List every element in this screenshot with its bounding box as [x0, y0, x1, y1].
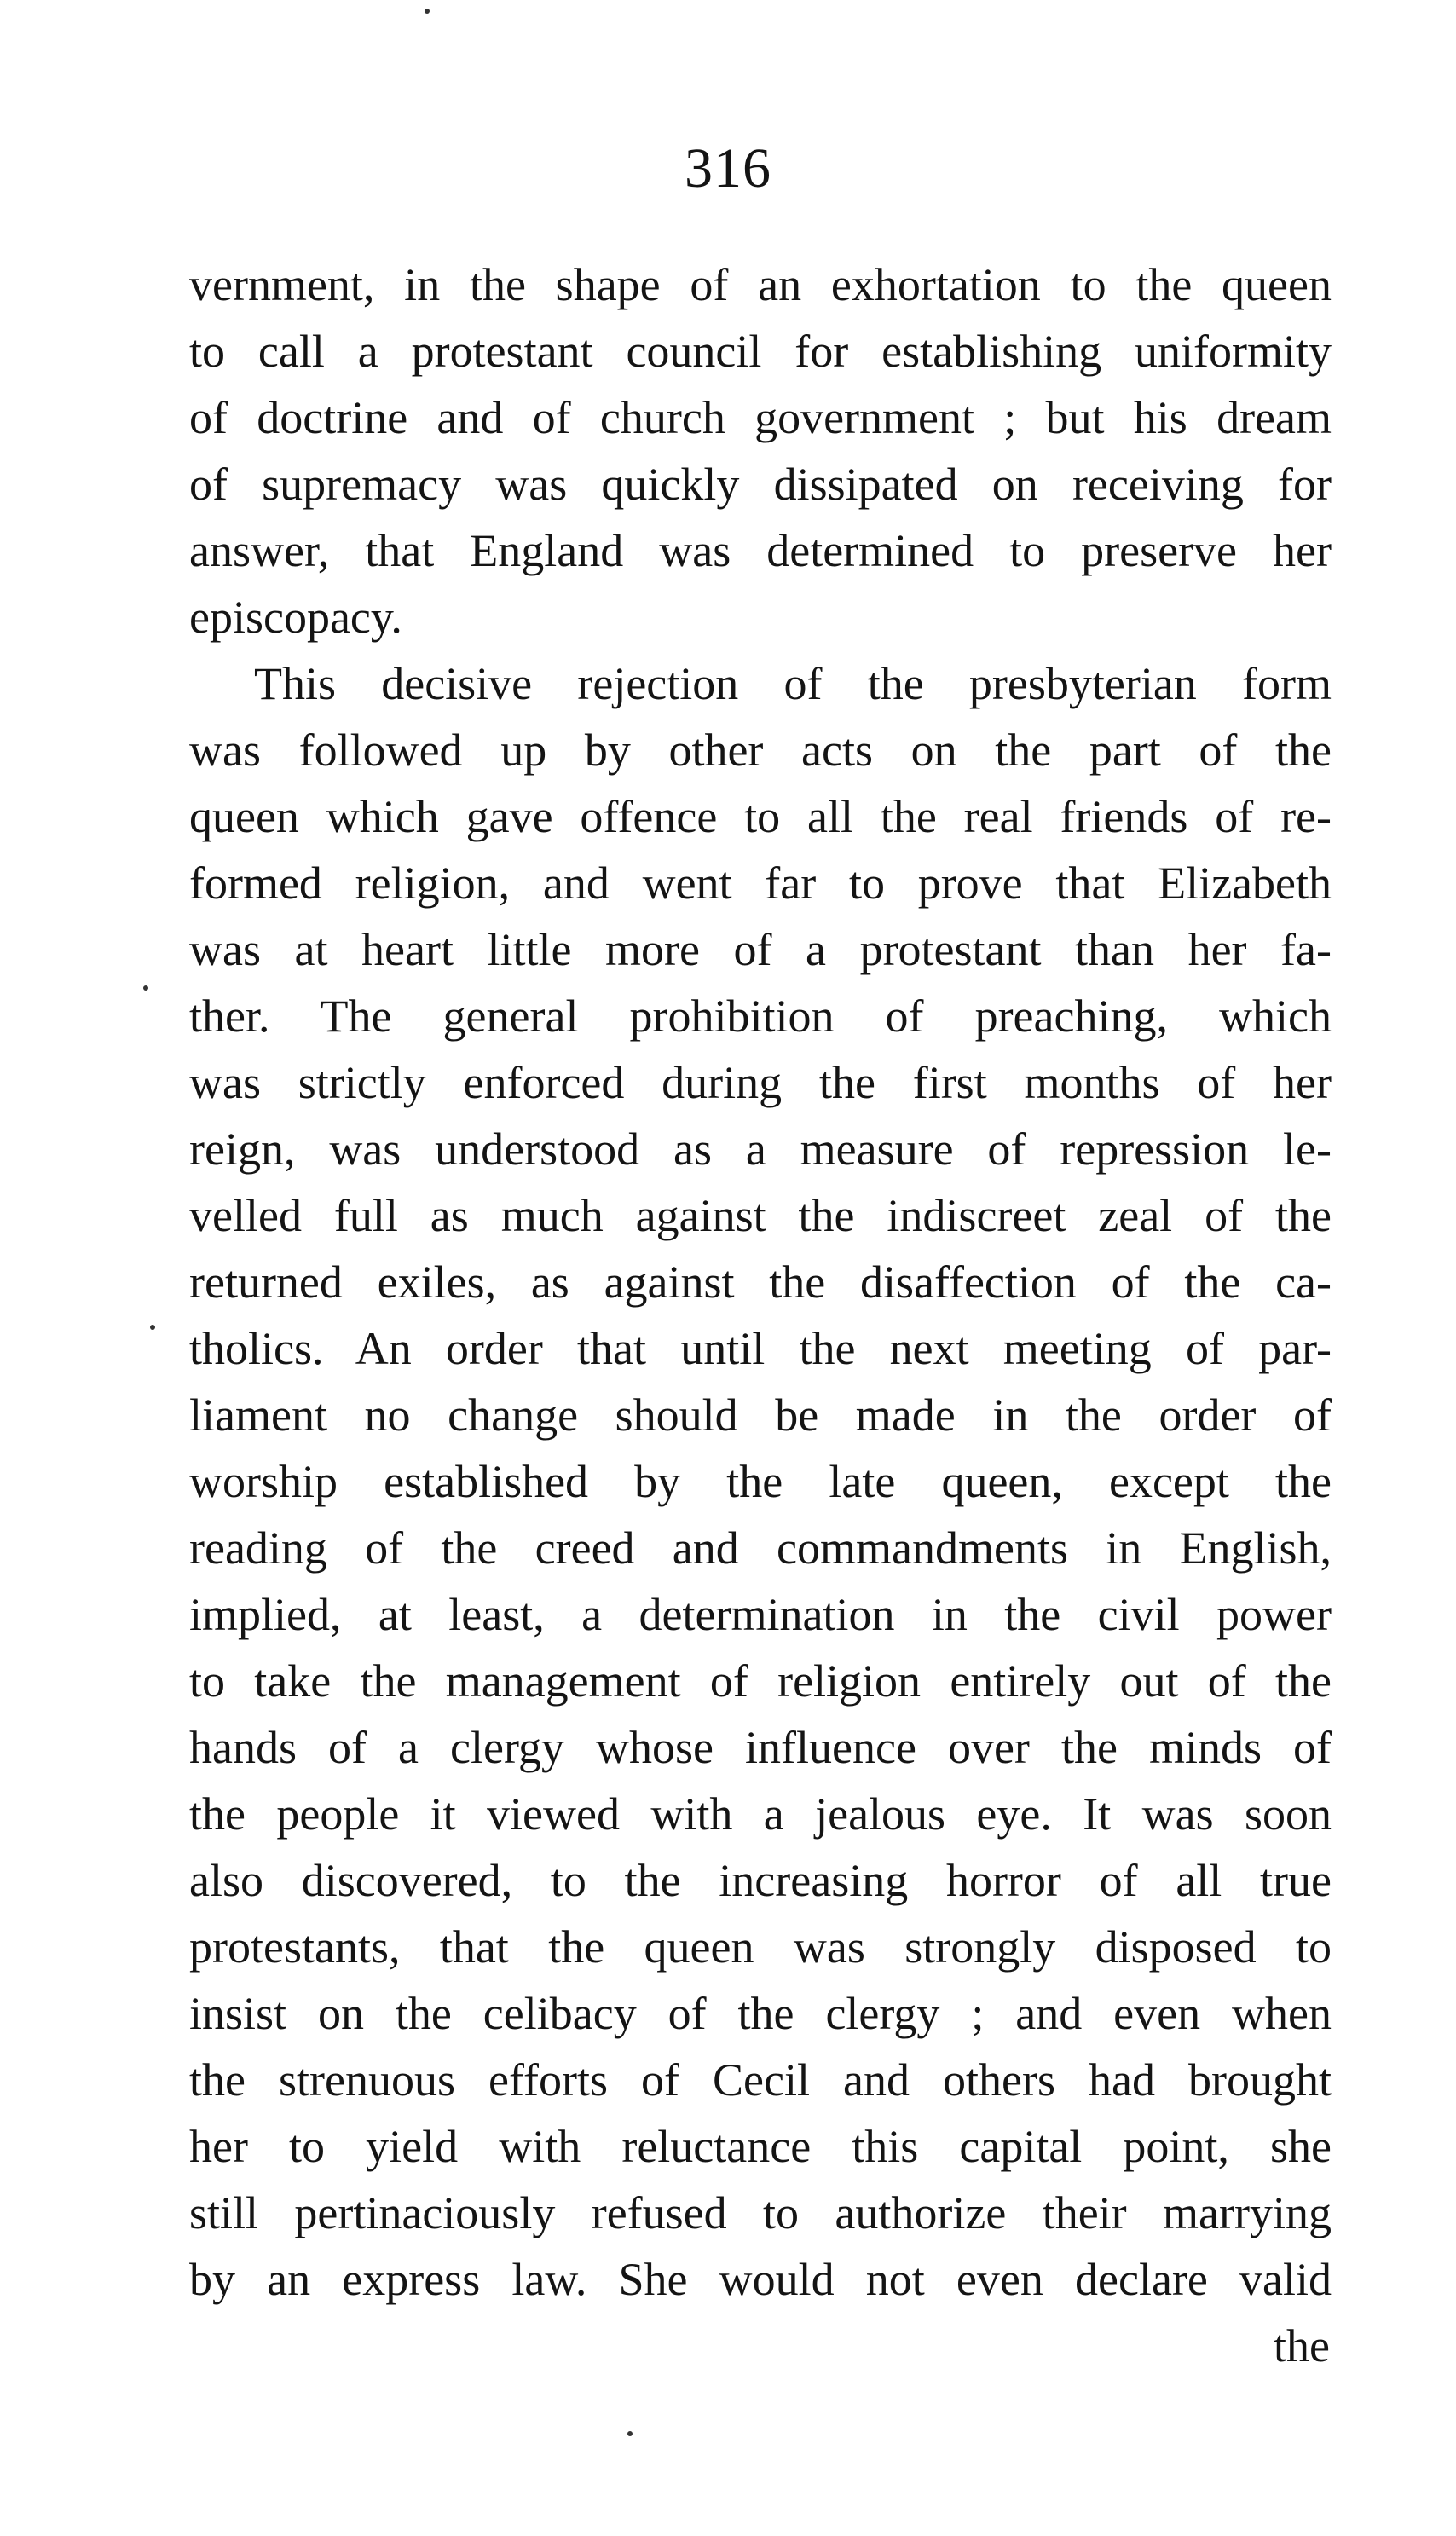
text-line: by an express law. She would not even declare valid [189, 2254, 1332, 2305]
paper-speck [627, 2431, 633, 2436]
text-line: vernment, in the shape of an exhortation to the queen [189, 259, 1332, 310]
text-line: velled full as much against the indiscreet zeal of the [189, 1190, 1332, 1241]
text-line: reading of the creed and commandments in English, [189, 1522, 1332, 1574]
text-line: also discovered, to the increasing horror of all true [189, 1855, 1332, 1906]
paragraph-first-line: This decisive rejection of the presbyterian form [254, 658, 1332, 709]
text-line: to take the management of religion entirely out of the [189, 1655, 1332, 1707]
text-line: her to yield with reluctance this capital point, she [189, 2121, 1332, 2172]
text-line: still pertinaciously refused to authorize their marrying [189, 2187, 1332, 2238]
text-line: formed religion, and went far to prove that Elizabeth [189, 858, 1332, 909]
text-line: was strictly enforced during the first months of her [189, 1057, 1332, 1108]
text-line: to call a protestant council for establishing uniformity [189, 326, 1332, 377]
paper-speck [150, 1325, 155, 1330]
text-line: of doctrine and of church government ; but his dream [189, 392, 1332, 443]
text-line: the strenuous efforts of Cecil and others had brought [189, 2054, 1332, 2106]
paper-speck [143, 985, 148, 991]
text-line: protestants, that the queen was strongly disposed to [189, 1921, 1332, 1973]
text-line: liament no change should be made in the order of [189, 1389, 1332, 1441]
text-line: ther. The general prohibition of preaching, which [189, 991, 1332, 1042]
text-line: insist on the celibacy of the clergy ; and even when [189, 1988, 1332, 2039]
text-line: implied, at least, a determination in the civil power [189, 1589, 1332, 1640]
text-line: episcopacy. [189, 592, 402, 643]
text-line: tholics. An order that until the next meeting of par- [189, 1323, 1332, 1374]
text-line: queen which gave offence to all the real friends of re- [189, 791, 1332, 842]
text-line: worship established by the late queen, except the [189, 1456, 1332, 1507]
paper-speck [425, 9, 430, 14]
text-line: the people it viewed with a jealous eye. It was soon [189, 1788, 1332, 1840]
text-line: answer, that England was determined to preserve her [189, 525, 1332, 576]
text-line: was followed up by other acts on the part of the [189, 725, 1332, 776]
catchword: the [1274, 2320, 1330, 2371]
text-line: of supremacy was quickly dissipated on receiving for [189, 459, 1332, 510]
text-line: was at heart little more of a protestant than her fa- [189, 924, 1332, 975]
page-number: 316 [685, 137, 771, 199]
text-line: reign, was understood as a measure of repression le- [189, 1124, 1332, 1175]
text-line: returned exiles, as against the disaffection of the ca- [189, 1256, 1332, 1308]
text-line: hands of a clergy whose influence over the minds of [189, 1722, 1332, 1773]
